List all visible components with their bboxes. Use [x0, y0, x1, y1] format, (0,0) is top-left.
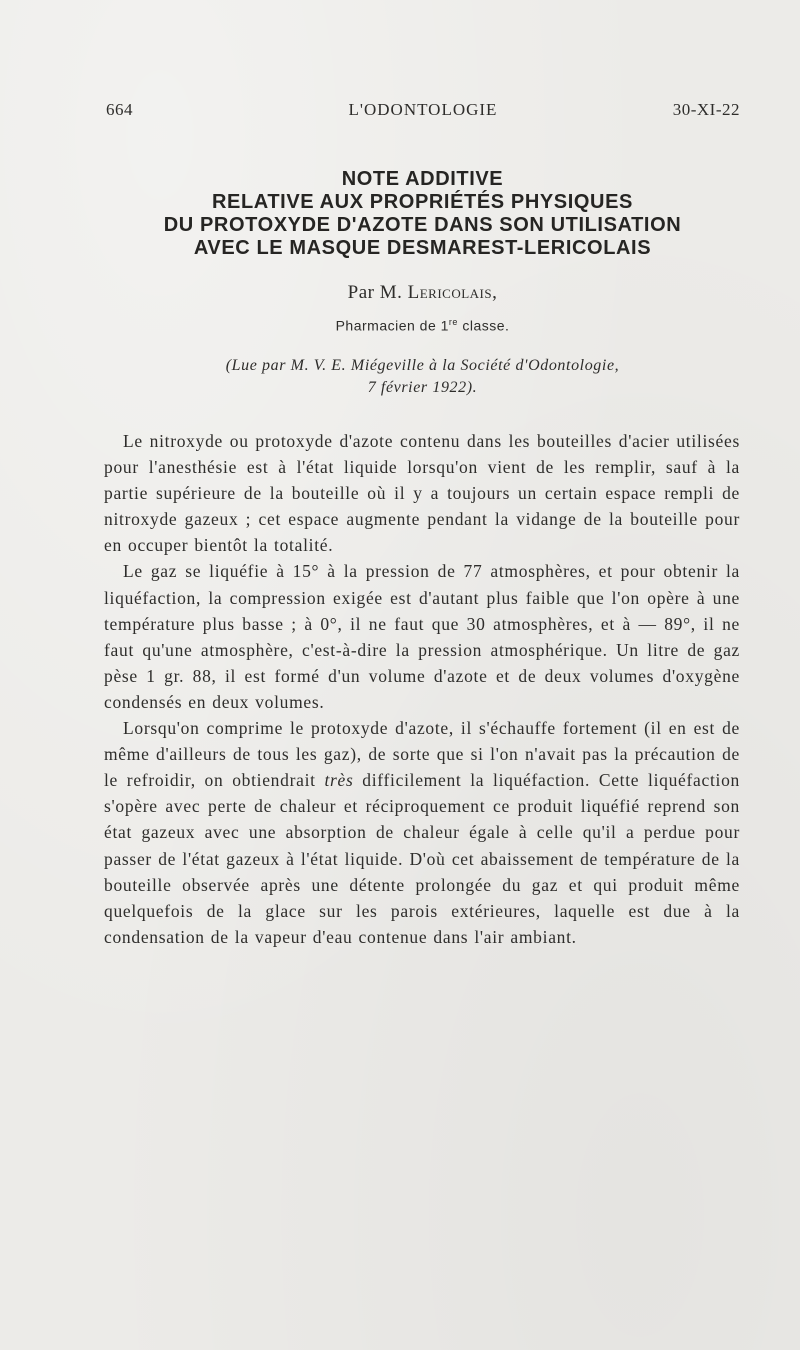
journal-title: L'ODONTOLOGIE — [348, 100, 498, 119]
running-header — [106, 100, 740, 130]
byline-prefix: Par M. — [347, 282, 403, 303]
reading-note-line-2: 7 février 1922). — [367, 379, 478, 396]
paragraph-3-emphasis: très — [324, 770, 354, 791]
paragraph-1: Le nitroxyde ou protoxyde d'azote contenu dans les bouteilles d'acier utilisées pour l'anesthésie est à l'état liquide lorsqu'on vient de les remplir, sauf à la partie supérieure de la bouteille où il y a toujours un certain espace rempli de nitroxyde gazeux ; cet espace augmente pendant la vidange de la bouteille pour en occuper bientôt la totalité. — [104, 431, 740, 556]
page-number: 664 — [106, 100, 133, 119]
title-line-3: DU PROTOXYDE D'AZOTE DANS SON UTILISATION — [163, 214, 682, 236]
reading-note-line-1: (Lue par M. V. E. Miégeville à la Société d'Odontologie, — [225, 357, 620, 374]
reading-note — [100, 355, 745, 399]
paragraph-3-part-1: Lorsqu'on comprime le protoxyde d'azote, il s'échauffe fortement (il en est de même d'ailleurs de tous les gaz), de sorte que si l'on n'avait pas la précaution de le refroidir, on obtiendrait — [104, 718, 740, 791]
author-title-suffix: classe. — [457, 317, 510, 334]
issue-date: 30-XI-22 — [672, 100, 740, 119]
author-byline — [100, 282, 745, 304]
article-body — [104, 428, 740, 950]
paragraph-3 — [104, 715, 740, 950]
title-line-4: AVEC LE MASQUE DESMAREST-LERICOLAIS — [193, 237, 652, 259]
paragraph-3-part-2: difficilement la liquéfaction. Cette liquéfaction s'opère avec perte de chaleur et réciproquement ce produit liquéfié reprend son état gazeux avec une absorption de chaleur égale à celle qu'il a perdue pour passer de l'état gazeux à l'état liquide. D'où cet abaissement de température de la bouteille observée après une détente prolongée du gaz et qui produit même quelquefois de la glace sur les parois extérieures, laquelle est due à la condensation de la vapeur d'eau contenue dans l'air ambiant. — [104, 770, 740, 947]
author-title-superscript: re — [448, 317, 458, 327]
title-line-2: RELATIVE AUX PROPRIÉTÉS PHYSIQUES — [212, 191, 633, 213]
author-title — [100, 317, 745, 334]
title-line-1: NOTE ADDITIVE — [341, 168, 504, 190]
author-name: Lericolais, — [407, 282, 498, 303]
article-title — [100, 168, 745, 260]
paragraph-2: Le gaz se liquéfie à 15° à la pression de 77 atmosphères, et pour obtenir la liquéfaction, la compression exigée est d'autant plus faible que l'on opère à une température plus basse ; à 0°, il ne faut que 30 atmosphères, et à — 89°, il ne faut qu'une atmosphère, c'est-à-dire la pression atmosphérique. Un litre de gaz pèse 1 gr. 88, il est formé d'un volume d'azote et de deux volumes d'oxygène condensés en deux volumes. — [104, 561, 740, 712]
author-title-text: Pharmacien de 1 — [335, 317, 449, 334]
